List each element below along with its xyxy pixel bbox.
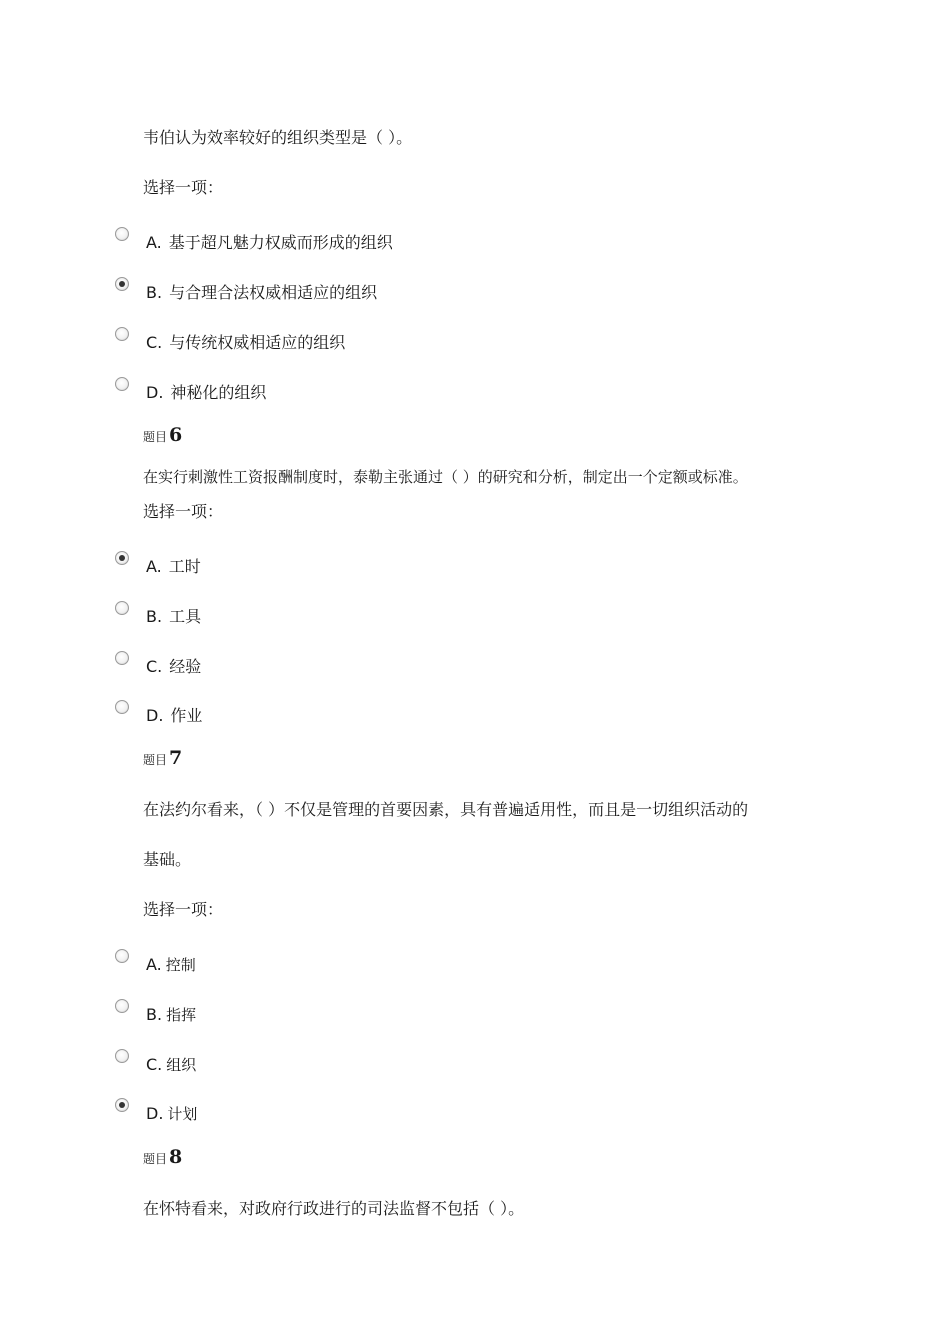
option-text: 工时 [168,557,201,576]
option-letter: D. [146,1104,164,1123]
radio-button[interactable] [115,601,129,615]
question-label: 题目 [143,1152,168,1166]
choose-one-prompt: 选择一项： [143,178,224,197]
option-text: 作业 [170,706,203,725]
option-text: 与传统权威相适应的组织 [169,333,346,352]
option-c[interactable] [146,1055,196,1075]
option-text: 计划 [167,1105,198,1123]
option-text: 神秘化的组织 [170,383,267,402]
option-text: 控制 [165,956,196,974]
question-label: 题目 [143,430,168,444]
option-letter: D. [146,706,164,725]
option-text: 工具 [169,607,202,626]
option-c[interactable] [146,333,345,353]
radio-button[interactable] [115,327,129,341]
question-text: 韦伯认为效率较好的组织类型是（ ）。 [143,128,413,147]
question-label: 题目 [143,753,168,767]
radio-button[interactable] [115,700,129,714]
option-text: 组织 [166,1056,197,1074]
radio-button[interactable] [115,377,129,391]
radio-button[interactable] [115,651,129,665]
choose-one-prompt: 选择一项： [143,502,224,521]
option-text: 经验 [169,657,202,676]
radio-button[interactable] [115,1049,129,1063]
radio-button-selected[interactable] [115,551,129,565]
option-a[interactable] [146,557,201,577]
question-number: 8 [169,1146,183,1168]
option-letter: B. [146,1005,163,1024]
option-letter: C. [146,657,163,676]
option-b[interactable] [146,607,201,627]
option-letter: A. [146,955,162,974]
option-letter: B. [146,607,163,626]
option-letter: D. [146,383,164,402]
option-letter: C. [146,333,163,352]
question-heading [143,424,182,446]
question-heading [143,1146,182,1168]
option-c[interactable] [146,657,201,677]
radio-button-selected[interactable] [115,1098,129,1112]
option-letter: C. [146,1055,163,1074]
option-b[interactable] [146,283,377,303]
option-a[interactable] [146,955,196,975]
option-d[interactable] [146,383,266,403]
option-text: 与合理合法权威相适应的组织 [169,283,378,302]
radio-button-selected[interactable] [115,277,129,291]
option-letter: A. [146,233,162,252]
option-b[interactable] [146,1005,196,1025]
option-text: 指挥 [166,1006,197,1024]
radio-button[interactable] [115,949,129,963]
radio-button[interactable] [115,227,129,241]
option-letter: B. [146,283,163,302]
choose-one-prompt: 选择一项： [143,900,224,919]
option-a[interactable] [146,233,393,253]
question-text: 在实行刺激性工资报酬制度时，泰勒主张通过（ ）的研究和分析，制定出一个定额或标准。 [143,468,748,486]
option-text: 基于超凡魅力权威而形成的组织 [168,233,393,252]
option-letter: A. [146,557,162,576]
radio-button[interactable] [115,999,129,1013]
option-d[interactable] [146,1104,197,1124]
question-number: 6 [169,424,183,446]
question-text-line1: 在法约尔看来，（ ）不仅是管理的首要因素，具有普遍适用性，而且是一切组织活动的 [143,800,749,819]
question-text: 在怀特看来，对政府行政进行的司法监督不包括（ ）。 [143,1199,525,1218]
question-text-line2: 基础。 [143,850,192,869]
question-number: 7 [169,747,183,769]
option-d[interactable] [146,706,202,726]
question-heading [143,747,182,769]
